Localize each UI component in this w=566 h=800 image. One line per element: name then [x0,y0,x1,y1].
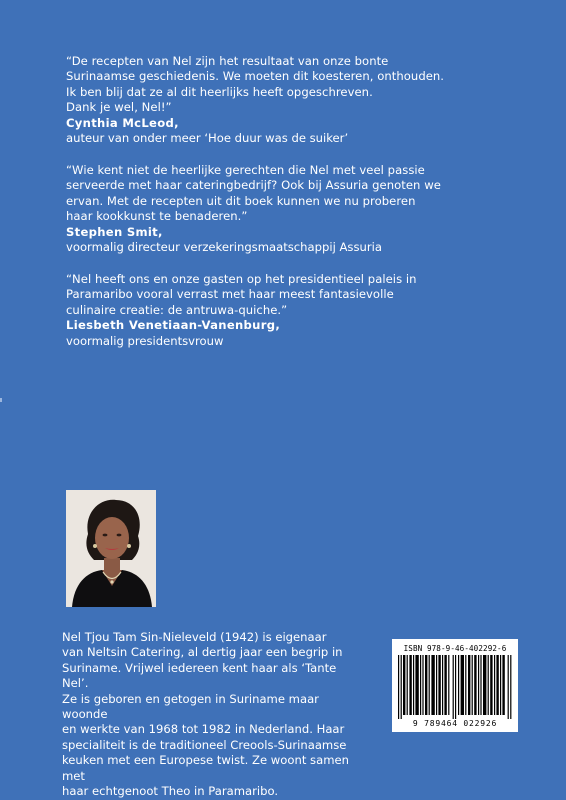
quote-author-role: voormalig directeur verzekeringsmaatschappij Assuria [66,240,382,255]
author-bio: Nel Tjou Tam Sin-Nieleveld (1942) is eigenaar van Neltsin Catering, al dertig jaar een begrip in Suriname. Vrijwel iedereen kent haar als ‘Tante Nel’. Ze is geboren en getogen in Suriname maar woonde en werkte van 1968 tot 1982 in Nederland. Haar specialiteit is de traditioneel Creools-Surinaamse keuken met een Europese twist. Ze woont samen met haar echtgenoot Theo in Paramaribo. [62,630,349,799]
quote-smit [66,163,506,255]
quote-text: “Wie kent niet de heerlijke gerechten die Nel met veel passie serveerde met haar cateringbedrijf? Ook bij Assuria genoten we ervan. Met de recepten uit dit boek kunnen we nu proberen haar kookkunst te benaderen.” [66,163,441,224]
quote-author: Stephen Smit, [66,224,163,239]
barcode-bars [398,655,512,719]
barcode [392,639,518,732]
quote-author-role: auteur van onder meer ‘Hoe duur was de suiker’ [66,131,349,146]
isbn-label: ISBN 978-9-46-402292-6 [403,644,507,653]
quote-author: Liesbeth Venetiaan-Vanenburg, [66,318,281,333]
barcode-digits: 9 789464 022926 [412,719,498,728]
quote-author: Cynthia McLeod, [66,115,179,130]
quote-venetiaan [66,272,506,349]
author-photo [66,490,156,607]
quote-text: “Nel heeft ons en onze gasten op het presidentieel paleis in Paramaribo vooral verrast met haar meest fantasievolle culinaire creatie: de antruwa-quiche.” [66,272,417,317]
quote-text: “De recepten van Nel zijn het resultaat van onze bonte Surinaamse geschiedenis. We moeten dit koesteren, onthouden. Ik ben blij dat ze al dit heerlijks heeft opgeschreven. Dank je wel, Nel!” [66,54,445,115]
quote-mcleod [66,54,506,146]
edge-mark [0,398,2,402]
quote-author-role: voormalig presidentsvrouw [66,333,224,348]
author-portrait-image [66,490,156,607]
